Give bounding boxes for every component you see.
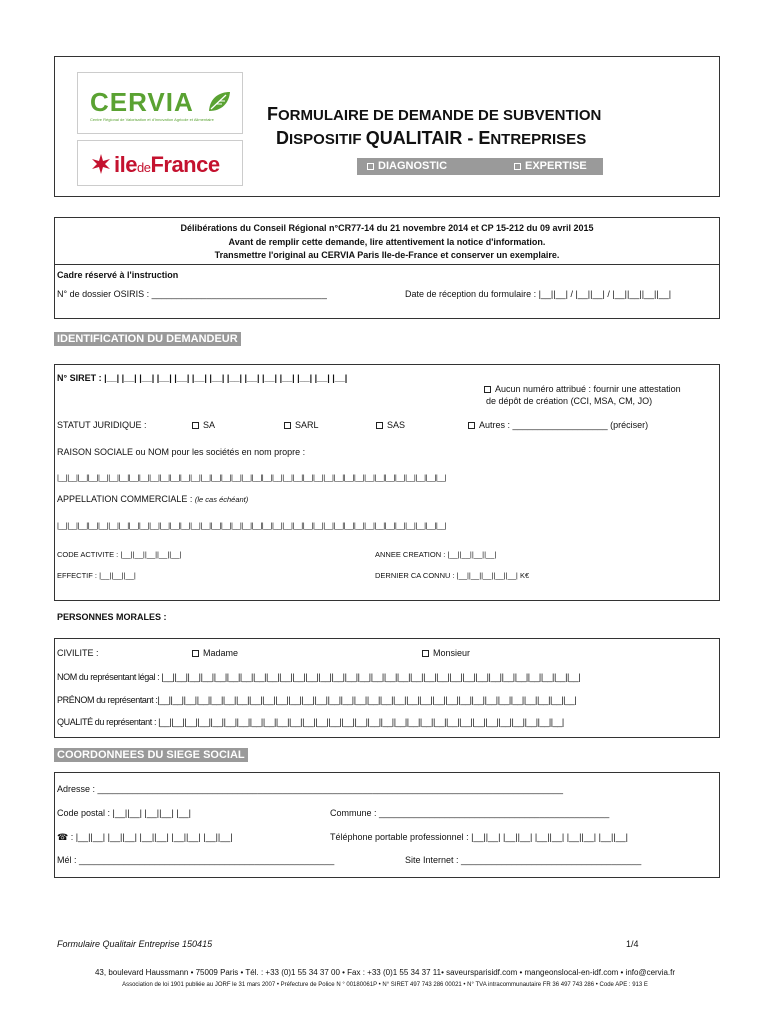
checkbox-icon[interactable] <box>192 650 199 657</box>
osiris-field[interactable]: N° de dossier OSIRIS : ___________________________________ <box>57 289 327 299</box>
effectif-field[interactable]: EFFECTIF : |__||__||__| <box>57 571 136 580</box>
statut-sa[interactable]: SA <box>192 420 215 430</box>
form-title-line1: FORMULAIRE DE DEMANDE DE SUBVENTION <box>267 104 602 124</box>
transmit-text: Transmettre l'original au CERVIA Paris Ile-de-France et conserver un exemplaire. <box>214 250 560 260</box>
phone-icon: ☎ <box>57 832 69 842</box>
cervia-logo-card <box>77 72 243 134</box>
option-expertise[interactable]: EXPERTISE <box>514 160 587 172</box>
annee-creation-field[interactable]: ANNEE CREATION : |__||__||__||__| <box>375 550 497 559</box>
checkbox-icon[interactable] <box>367 163 374 170</box>
site-internet-field[interactable]: Site Internet : ____________________________________ <box>405 855 642 865</box>
coordonnees-heading: COORDONNEES DU SIEGE SOCIAL <box>54 748 248 762</box>
code-postal-field[interactable]: Code postal : |__||__| |__||__| |__| <box>57 808 191 818</box>
qualite-representant-field[interactable]: QUALITÉ du représentant : |__||__||__||__||__||__||__||__||__||__||__||__||__||__||__||__||__||__||__||__||__||__||__||__||__||__||__||__||__||__||__| <box>57 717 564 727</box>
civilite-monsieur[interactable]: Monsieur <box>422 648 470 658</box>
personnes-morales-heading: PERSONNES MORALES : <box>57 612 167 622</box>
idf-star-icon <box>90 153 112 175</box>
checkbox-icon[interactable] <box>468 422 475 429</box>
deliberations-text: Délibérations du Conseil Régional n°CR77-14 du 21 novembre 2014 et CP 15-212 du 09 avril 2015 <box>180 223 594 233</box>
page-number: 1/4 <box>626 939 639 949</box>
telephone-portable-field[interactable]: Téléphone portable professionnel : |__||__| |__||__| |__||__| |__||__| |__||__| <box>330 832 628 842</box>
statut-sarl[interactable]: SARL <box>284 420 319 430</box>
leaf-icon <box>206 89 232 115</box>
civilite-label: CIVILITE : <box>57 648 99 658</box>
cadre-label: Cadre réservé à l'instruction <box>57 270 179 280</box>
form-name-footer: Formulaire Qualitair Entreprise 150415 <box>57 939 213 949</box>
no-number-detail: de dépôt de création (CCI, MSA, CM, JO) <box>486 396 653 406</box>
form-title-line2: DISPOSITIF QUALITAIR - ENTREPRISES <box>276 128 587 148</box>
telephone-field[interactable]: ☎ : |__||__| |__||__| |__||__| |__||__| |__||__| <box>57 832 233 842</box>
notice-text: Avant de remplir cette demande, lire attentivement la notice d'information. <box>228 237 546 247</box>
statut-label: STATUT JURIDIQUE : <box>57 420 147 430</box>
cervia-tagline: Centre Régional de Valorisation et d'Innovation Agricole et Alimentaire <box>90 117 214 122</box>
raison-sociale-label: RAISON SOCIALE ou NOM pour les sociétés en nom propre : <box>57 447 306 457</box>
statut-autres[interactable]: Autres : ___________________ (préciser) <box>468 420 648 430</box>
civilite-madame[interactable]: Madame <box>192 648 238 658</box>
idf-logo-card <box>77 140 243 186</box>
checkbox-icon[interactable] <box>376 422 383 429</box>
siret-field[interactable]: N° SIRET : |__| |__| |__| |__| |__| |__| |__| |__| |__| |__| |__| |__| |__| |__| <box>57 373 348 383</box>
checkbox-icon[interactable] <box>514 163 521 170</box>
checkbox-icon[interactable] <box>422 650 429 657</box>
option-diagnostic[interactable]: DIAGNOSTIC <box>367 160 447 172</box>
appellation-field[interactable]: |__||__||__||__||__||__||__||__||__||__||__||__||__||__||__||__||__||__||__||__||__||__||__||__||__||__||__||__||__||__||__||__||__||__||__||__||__||__| <box>57 521 447 530</box>
no-number-option[interactable]: Aucun numéro attribué : fournir une attestation <box>484 384 681 394</box>
raison-sociale-field[interactable]: |__||__||__||__||__||__||__||__||__||__||__||__||__||__||__||__||__||__||__||__||__||__||__||__||__||__||__||__||__||__||__||__||__||__||__||__||__||__| <box>57 473 447 482</box>
nom-representant-field[interactable]: NOM du représentant légal : |__||__||__||__||__||__||__||__||__||__||__||__||__||__||__||__||__||__||__||__||__||__||__||__||__||__||__||__||__||__||__||__| <box>57 672 581 682</box>
prenom-representant-field[interactable]: PRÉNOM du représentant :|__||__||__||__||__||__||__||__||__||__||__||__||__||__||__||__||__||__||__||__||__||__||__||__||__||__||__||__||__||__||__||__| <box>57 695 577 705</box>
legal-footer: Association de loi 1901 publiée au JORF le 31 mars 2007 • Préfecture de Police N ° 00180061P • N° SIRET 497 743 286 00021 • N° TVA intracommunautaire FR 36 497 743 286 • Code APE : 913 E <box>122 982 648 988</box>
contact-footer: 43, boulevard Haussmann • 75009 Paris • Tél. : +33 (0)1 55 34 37 00 • Fax : +33 (0)1 55 34 37 11• saveursparisidf.com • mangeonslocal-en-idf.com • info@cervia.fr <box>94 968 676 977</box>
statut-sas[interactable]: SAS <box>376 420 405 430</box>
dernier-ca-field[interactable]: DERNIER CA CONNU : |__||__||__||__||__| K€ <box>375 571 530 580</box>
idf-logo: iledeFrance <box>114 152 220 177</box>
mel-field[interactable]: Mél : ___________________________________________________ <box>57 855 335 865</box>
identification-heading: IDENTIFICATION DU DEMANDEUR <box>54 332 241 346</box>
reception-date-field[interactable]: Date de réception du formulaire : |__||__| / |__||__| / |__||__||__||__| <box>405 289 672 299</box>
checkbox-icon[interactable] <box>284 422 291 429</box>
commune-field[interactable]: Commune : ______________________________________________ <box>330 808 610 818</box>
adresse-field[interactable]: Adresse : _____________________________________________________________________________________________ <box>57 784 564 794</box>
options-bar <box>357 158 603 175</box>
appellation-label: APPELLATION COMMERCIALE : (le cas échéant) <box>57 494 249 504</box>
checkbox-icon[interactable] <box>484 386 491 393</box>
code-activite-field[interactable]: CODE ACTIVITE : |__||__||__||__||__| <box>57 550 182 559</box>
cervia-logo: CERVIA <box>90 87 194 117</box>
intro-divider <box>54 264 720 265</box>
checkbox-icon[interactable] <box>192 422 199 429</box>
